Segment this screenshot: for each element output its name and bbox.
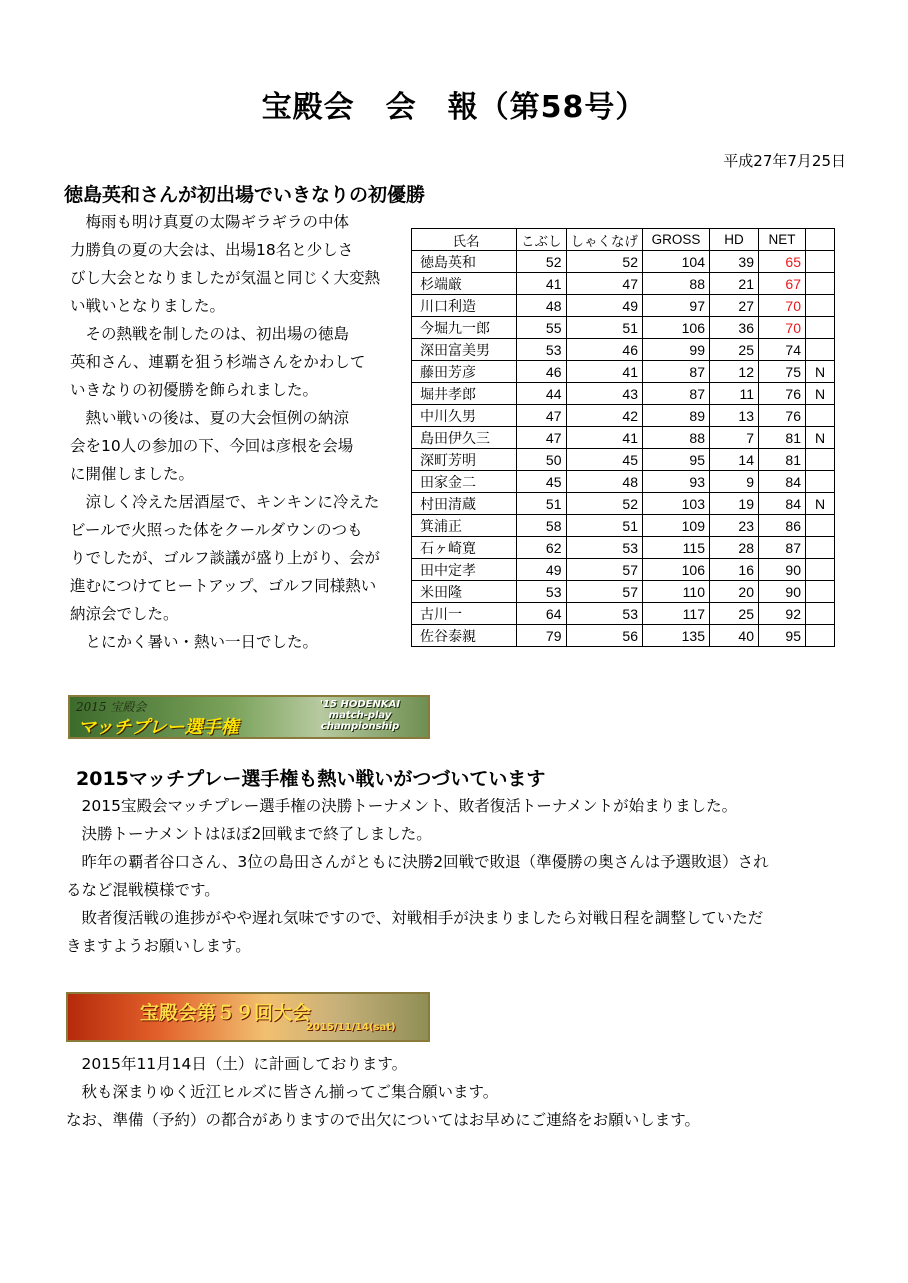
score-cell bbox=[806, 471, 835, 493]
score-cell: 42 bbox=[566, 405, 643, 427]
score-cell: 87 bbox=[643, 383, 710, 405]
article3-body bbox=[66, 1050, 700, 1134]
banner2-date: 2015/11/14(sat) bbox=[306, 1022, 396, 1033]
table-row bbox=[412, 515, 835, 537]
score-cell: N bbox=[806, 427, 835, 449]
score-cell: 76 bbox=[759, 383, 806, 405]
score-cell: 45 bbox=[566, 449, 643, 471]
table-row bbox=[412, 603, 835, 625]
score-cell: 53 bbox=[566, 537, 643, 559]
article2-body bbox=[66, 792, 769, 960]
article1-heading: 徳島英和さんが初出場でいきなりの初優勝 bbox=[64, 184, 426, 206]
score-cell: 62 bbox=[517, 537, 567, 559]
article1-body bbox=[70, 208, 380, 656]
score-cell: 70 bbox=[759, 317, 806, 339]
score-cell: 23 bbox=[710, 515, 759, 537]
banner1-year-label: 2015 宝殿会 bbox=[76, 700, 147, 714]
player-name-cell: 川口利造 bbox=[412, 295, 517, 317]
score-cell: 51 bbox=[566, 515, 643, 537]
table-row bbox=[412, 581, 835, 603]
table-row bbox=[412, 559, 835, 581]
score-cell: 14 bbox=[710, 449, 759, 471]
score-cell: 88 bbox=[643, 273, 710, 295]
score-cell: 41 bbox=[517, 273, 567, 295]
score-cell: 20 bbox=[710, 581, 759, 603]
banner1-english-title: '15 HODENKAI match-play championship bbox=[320, 699, 401, 732]
score-cell: 47 bbox=[517, 405, 567, 427]
player-name-cell: 杉端厳 bbox=[412, 273, 517, 295]
score-cell: N bbox=[806, 383, 835, 405]
table-row bbox=[412, 625, 835, 647]
paragraph-line: いきなりの初優勝を飾られました。 bbox=[70, 381, 319, 399]
score-cell: 92 bbox=[759, 603, 806, 625]
score-cell: 58 bbox=[517, 515, 567, 537]
score-cell: 53 bbox=[517, 339, 567, 361]
player-name-cell: 深町芳明 bbox=[412, 449, 517, 471]
score-cell: 90 bbox=[759, 559, 806, 581]
score-cell: 53 bbox=[517, 581, 567, 603]
table-row bbox=[412, 295, 835, 317]
score-cell: 49 bbox=[517, 559, 567, 581]
score-cell: 87 bbox=[643, 361, 710, 383]
player-name-cell: 田家金二 bbox=[412, 471, 517, 493]
score-cell: 47 bbox=[517, 427, 567, 449]
paragraph-line: 決勝トーナメントはほぼ2回戦まで終了しました。 bbox=[66, 825, 432, 843]
match-play-banner bbox=[68, 695, 430, 739]
score-cell: 75 bbox=[759, 361, 806, 383]
paragraph-line: ビールで火照った体をクールダウンのつも bbox=[70, 521, 363, 539]
paragraph-line: るなど混戦模様です。 bbox=[66, 881, 220, 899]
player-name-cell: 佐谷泰親 bbox=[412, 625, 517, 647]
player-name-cell: 今堀九一郎 bbox=[412, 317, 517, 339]
table-row bbox=[412, 317, 835, 339]
page-title: 宝殿会 会 報（第58号） bbox=[261, 90, 647, 125]
table-row bbox=[412, 405, 835, 427]
score-cell: 51 bbox=[566, 317, 643, 339]
paragraph-line: その熱戦を制したのは、初出場の徳島 bbox=[70, 325, 350, 343]
score-cell: 46 bbox=[566, 339, 643, 361]
paragraph-line: びし大会となりましたが気温と同じく大変熱 bbox=[70, 269, 381, 287]
column-header: こぶし bbox=[517, 229, 567, 251]
score-cell: N bbox=[806, 361, 835, 383]
score-cell: 39 bbox=[710, 251, 759, 273]
score-cell: 65 bbox=[759, 251, 806, 273]
issue-date: 平成27年7月25日 bbox=[723, 152, 846, 170]
score-cell: 103 bbox=[643, 493, 710, 515]
score-cell: 56 bbox=[566, 625, 643, 647]
column-header: 氏名 bbox=[412, 229, 517, 251]
table-row bbox=[412, 251, 835, 273]
score-cell: 89 bbox=[643, 405, 710, 427]
score-cell: 52 bbox=[517, 251, 567, 273]
score-cell: 28 bbox=[710, 537, 759, 559]
paragraph-line: 英和さん、連覇を狙う杉端さんをかわして bbox=[70, 353, 366, 371]
score-cell: 43 bbox=[566, 383, 643, 405]
table-row bbox=[412, 361, 835, 383]
score-cell: 21 bbox=[710, 273, 759, 295]
score-cell: 67 bbox=[759, 273, 806, 295]
player-name-cell: 箕浦正 bbox=[412, 515, 517, 537]
paragraph-line: きますようお願いします。 bbox=[66, 937, 251, 955]
score-cell: 47 bbox=[566, 273, 643, 295]
table-row bbox=[412, 427, 835, 449]
paragraph-line: 熱い戦いの後は、夏の大会恒例の納涼 bbox=[70, 409, 350, 427]
score-cell bbox=[806, 295, 835, 317]
score-cell: 84 bbox=[759, 493, 806, 515]
player-name-cell: 島田伊久三 bbox=[412, 427, 517, 449]
player-name-cell: 徳島英和 bbox=[412, 251, 517, 273]
player-name-cell: 石ヶ崎寛 bbox=[412, 537, 517, 559]
tournament-59-banner bbox=[66, 992, 430, 1042]
paragraph-line: 2015年11月14日（土）に計画しております。 bbox=[66, 1055, 408, 1073]
score-cell bbox=[806, 273, 835, 295]
paragraph-line: 昨年の覇者谷口さん、3位の島田さんがともに決勝2回戦で敗退（準優勝の奥さんは予選敗退）され bbox=[66, 853, 769, 871]
table-row bbox=[412, 493, 835, 515]
player-name-cell: 村田清蔵 bbox=[412, 493, 517, 515]
score-cell: 106 bbox=[643, 317, 710, 339]
score-cell bbox=[806, 339, 835, 361]
score-cell: 104 bbox=[643, 251, 710, 273]
score-cell bbox=[806, 537, 835, 559]
column-header: NET bbox=[759, 229, 806, 251]
table-header-row bbox=[412, 229, 835, 251]
paragraph-line: に開催しました。 bbox=[70, 465, 195, 483]
paragraph-line: とにかく暑い・熱い一日でした。 bbox=[70, 633, 319, 651]
paragraph-line: 力勝負の夏の大会は、出場18名と少しさ bbox=[70, 241, 354, 259]
score-cell: 117 bbox=[643, 603, 710, 625]
score-cell: 53 bbox=[566, 603, 643, 625]
score-cell: 110 bbox=[643, 581, 710, 603]
score-cell: 81 bbox=[759, 449, 806, 471]
score-cell: 45 bbox=[517, 471, 567, 493]
score-cell: 79 bbox=[517, 625, 567, 647]
score-cell bbox=[806, 405, 835, 427]
score-cell: 81 bbox=[759, 427, 806, 449]
score-cell: 87 bbox=[759, 537, 806, 559]
score-cell bbox=[806, 251, 835, 273]
paragraph-line: 会を10人の参加の下、今回は彦根を会場 bbox=[70, 437, 354, 455]
score-cell: 57 bbox=[566, 581, 643, 603]
table-row bbox=[412, 383, 835, 405]
score-cell: 25 bbox=[710, 603, 759, 625]
table-row bbox=[412, 339, 835, 361]
score-cell: 88 bbox=[643, 427, 710, 449]
score-cell bbox=[806, 581, 835, 603]
paragraph-line: 涼しく冷えた居酒屋で、キンキンに冷えた bbox=[70, 493, 380, 511]
score-cell bbox=[806, 603, 835, 625]
paragraph-line: 納涼会でした。 bbox=[70, 605, 179, 623]
score-cell: 41 bbox=[566, 427, 643, 449]
score-cell: 41 bbox=[566, 361, 643, 383]
column-header bbox=[806, 229, 835, 251]
paragraph-line: い戦いとなりました。 bbox=[70, 297, 226, 315]
score-cell: 46 bbox=[517, 361, 567, 383]
table-row bbox=[412, 273, 835, 295]
score-cell: 95 bbox=[759, 625, 806, 647]
score-cell: 50 bbox=[517, 449, 567, 471]
score-cell bbox=[806, 449, 835, 471]
score-cell: 57 bbox=[566, 559, 643, 581]
score-cell: 44 bbox=[517, 383, 567, 405]
score-cell: 12 bbox=[710, 361, 759, 383]
score-cell: 16 bbox=[710, 559, 759, 581]
score-cell: 93 bbox=[643, 471, 710, 493]
score-cell: 70 bbox=[759, 295, 806, 317]
column-header: GROSS bbox=[643, 229, 710, 251]
player-name-cell: 深田富美男 bbox=[412, 339, 517, 361]
table-row bbox=[412, 537, 835, 559]
player-name-cell: 藤田芳彦 bbox=[412, 361, 517, 383]
player-name-cell: 米田隆 bbox=[412, 581, 517, 603]
score-cell: 27 bbox=[710, 295, 759, 317]
paragraph-line: 梅雨も明け真夏の太陽ギラギラの中体 bbox=[70, 213, 350, 231]
score-cell: 40 bbox=[710, 625, 759, 647]
score-cell: 99 bbox=[643, 339, 710, 361]
score-cell: N bbox=[806, 493, 835, 515]
score-cell: 19 bbox=[710, 493, 759, 515]
paragraph-line: 進むにつけてヒートアップ、ゴルフ同様熱い bbox=[70, 577, 377, 595]
banner2-title: 宝殿会第５９回大会 bbox=[140, 1002, 312, 1024]
score-cell: 97 bbox=[643, 295, 710, 317]
score-cell: 36 bbox=[710, 317, 759, 339]
article2-heading: 2015マッチプレー選手権も熱い戦いがつづいています bbox=[76, 768, 546, 790]
score-cell: 51 bbox=[517, 493, 567, 515]
score-cell: 9 bbox=[710, 471, 759, 493]
score-cell bbox=[806, 515, 835, 537]
score-cell: 86 bbox=[759, 515, 806, 537]
paragraph-line: なお、準備（予約）の都合がありますので出欠についてはお早めにご連絡をお願いします。 bbox=[66, 1111, 700, 1129]
column-header: しゃくなげ bbox=[566, 229, 643, 251]
paragraph-line: 敗者復活戦の進捗がやや遅れ気味ですので、対戦相手が決まりましたら対戦日程を調整していただ bbox=[66, 909, 764, 927]
paragraph-line: 2015宝殿会マッチプレー選手権の決勝トーナメント、敗者復活トーナメントが始まりました。 bbox=[66, 797, 738, 815]
score-cell: 48 bbox=[517, 295, 567, 317]
paragraph-line: りでしたが、ゴルフ談議が盛り上がり、会が bbox=[70, 549, 381, 567]
score-cell: 109 bbox=[643, 515, 710, 537]
score-cell: 7 bbox=[710, 427, 759, 449]
score-cell: 13 bbox=[710, 405, 759, 427]
score-table bbox=[411, 228, 835, 647]
score-cell: 90 bbox=[759, 581, 806, 603]
table-row bbox=[412, 449, 835, 471]
score-cell: 11 bbox=[710, 383, 759, 405]
score-cell bbox=[806, 559, 835, 581]
score-cell bbox=[806, 317, 835, 339]
player-name-cell: 古川一 bbox=[412, 603, 517, 625]
paragraph-line: 秋も深まりゆく近江ヒルズに皆さん揃ってご集合願います。 bbox=[66, 1083, 499, 1101]
score-cell: 135 bbox=[643, 625, 710, 647]
score-cell: 106 bbox=[643, 559, 710, 581]
player-name-cell: 田中定孝 bbox=[412, 559, 517, 581]
score-cell bbox=[806, 625, 835, 647]
score-cell: 95 bbox=[643, 449, 710, 471]
score-cell: 25 bbox=[710, 339, 759, 361]
banner1-title: マッチプレー選手権 bbox=[78, 717, 239, 738]
score-cell: 74 bbox=[759, 339, 806, 361]
score-cell: 115 bbox=[643, 537, 710, 559]
player-name-cell: 中川久男 bbox=[412, 405, 517, 427]
score-cell: 52 bbox=[566, 493, 643, 515]
player-name-cell: 堀井孝郎 bbox=[412, 383, 517, 405]
table-row bbox=[412, 471, 835, 493]
score-cell: 52 bbox=[566, 251, 643, 273]
column-header: HD bbox=[710, 229, 759, 251]
score-cell: 76 bbox=[759, 405, 806, 427]
score-cell: 48 bbox=[566, 471, 643, 493]
score-cell: 84 bbox=[759, 471, 806, 493]
score-cell: 55 bbox=[517, 317, 567, 339]
score-cell: 49 bbox=[566, 295, 643, 317]
score-cell: 64 bbox=[517, 603, 567, 625]
